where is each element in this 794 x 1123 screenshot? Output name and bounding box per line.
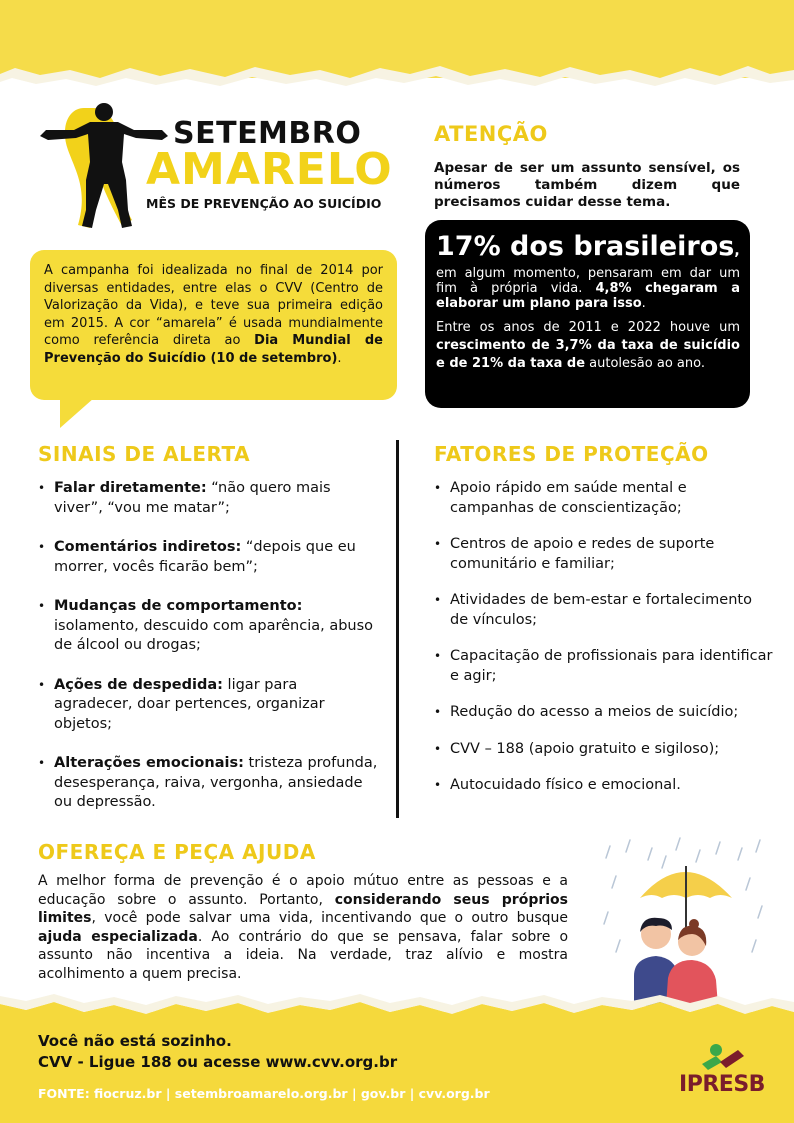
campaign-info-bubble bbox=[30, 250, 397, 400]
setembro-amarelo-logo bbox=[38, 100, 398, 235]
fatores-list bbox=[434, 479, 774, 813]
stat-sub-bold: 4,8% chegaram a elaborar um plano para isso bbox=[436, 281, 740, 311]
list-item bbox=[38, 538, 378, 577]
list-item: • Redução do acesso a meios de suicídio; bbox=[434, 703, 774, 723]
list-item bbox=[38, 479, 378, 518]
statistics-box bbox=[425, 220, 750, 408]
ipresb-mark-icon bbox=[672, 1040, 772, 1074]
sinal-label: Comentários indiretos: bbox=[54, 539, 242, 555]
column-divider bbox=[396, 440, 399, 818]
ofereca-b1: considerando seus próprios limites bbox=[38, 891, 568, 926]
list-item: • Apoio rápido em saúde mental e campanhas de conscientização; bbox=[434, 479, 774, 518]
stat-growth-bold: crescimento de 3,7% da taxa de suicídio e de 21% da taxa de bbox=[436, 338, 740, 371]
sinal-text: “depois que eu morrer, vocês ficarão bem”; bbox=[54, 539, 356, 575]
sinal-text: ligar para agradecer, doar pertences, organizar objetos; bbox=[54, 676, 325, 732]
logo-subtitle: MÊS DE PREVENÇÃO AO SUICÍDIO bbox=[146, 196, 382, 211]
ipresb-brand: IPRESB bbox=[679, 1072, 765, 1097]
stat-growth-start: Entre os anos de 2011 e 2022 houve um bbox=[436, 320, 740, 335]
ipresb-logo bbox=[672, 1040, 772, 1104]
footer-cvv-contact: CVV - Ligue 188 ou acesse www.cvv.org.br bbox=[38, 1053, 398, 1071]
sinais-list bbox=[38, 479, 378, 833]
sinal-text: isolamento, descuido com aparência, abuso de álcool ou drogas; bbox=[54, 617, 374, 653]
list-item: • CVV – 188 (apoio gratuito e sigiloso); bbox=[434, 740, 774, 760]
sinal-label: Falar diretamente: bbox=[54, 480, 207, 496]
ofereca-t1: A melhor forma de prevenção é o apoio mútuo entre as pessoas e a educação sobre o assunto. Portanto, bbox=[38, 873, 568, 908]
footer-not-alone: Você não está sozinho. bbox=[38, 1032, 232, 1050]
list-item: • Autocuidado físico e emocional. bbox=[434, 776, 774, 796]
bubble-text: A campanha foi idealizada no final de 2014 por diversas entidades, entre elas o CVV (Centro de Valorização da Vida), e teve sua primeira edição em 2015. A cor “amarela” é usada mundialmente como referência direta ao bbox=[44, 263, 383, 348]
umbrella-couple-illustration bbox=[600, 836, 770, 1006]
bubble-tail bbox=[60, 398, 94, 428]
sinal-text: tristeza profunda, desesperança, raiva, vergonha, ansiedade ou depressão. bbox=[54, 755, 378, 810]
logo-setembro: SETEMBRO bbox=[173, 116, 362, 151]
atencao-text: Apesar de ser um assunto sensível, os números também dizem que precisamos cuidar desse tema. bbox=[434, 160, 740, 210]
fatores-title: FATORES DE PROTEÇÃO bbox=[434, 442, 709, 466]
ofereca-t2: , você pode salvar uma vida, incentivando que o outro busque bbox=[91, 910, 568, 926]
sinal-text: “não quero mais viver”, “vou me matar”; bbox=[54, 480, 331, 516]
stat-growth-end: autolesão ao ano. bbox=[585, 356, 705, 371]
ofereca-text bbox=[38, 872, 568, 983]
list-item bbox=[38, 676, 378, 735]
sinal-label: Mudanças de comportamento: bbox=[54, 598, 303, 614]
torn-paper-edge-top bbox=[0, 48, 794, 88]
bubble-end: . bbox=[337, 350, 342, 366]
list-item bbox=[38, 597, 378, 656]
sinal-label: Alterações emocionais: bbox=[54, 755, 244, 771]
ofereca-title: OFEREÇA E PEÇA AJUDA bbox=[38, 840, 316, 864]
sinais-title: SINAIS DE ALERTA bbox=[38, 442, 251, 466]
list-item: • Centros de apoio e redes de suporte comunitário e familiar; bbox=[434, 535, 774, 574]
sinal-label: Ações de despedida: bbox=[54, 676, 223, 693]
list-item: • Atividades de bem-estar e fortalecimento de vínculos; bbox=[434, 591, 774, 630]
atencao-title: ATENÇÃO bbox=[434, 122, 548, 146]
list-item bbox=[38, 754, 378, 813]
torn-paper-edge-bottom bbox=[0, 992, 794, 1032]
list-item: • Capacitação de profissionais para identificar e agir; bbox=[434, 647, 774, 686]
ofereca-b2: ajuda especializada bbox=[38, 928, 198, 945]
stat-subtext bbox=[436, 266, 740, 311]
stat-growth bbox=[436, 319, 740, 373]
stat-sub-text: em algum momento, pensaram em dar um fim à própria vida. bbox=[436, 266, 740, 296]
stat-headline-comma: , bbox=[734, 243, 740, 259]
logo-amarelo: AMARELO bbox=[146, 144, 393, 195]
stat-headline bbox=[436, 232, 740, 266]
bubble-bold: Dia Mundial de Prevenção do Suicídio (10 de setembro) bbox=[44, 333, 383, 366]
stat-headline-text: 17% dos brasileiros bbox=[436, 231, 735, 262]
ofereca-t3: . Ao contrário do que se pensava, falar sobre o assunto não incentiva a ideia. Na verdade, traz alívio e mostra acolhimento a quem precisa. bbox=[38, 928, 569, 982]
footer-sources: FONTE: fiocruz.br | setembroamarelo.org.br | gov.br | cvv.org.br bbox=[38, 1086, 490, 1101]
stat-sub-end: . bbox=[641, 296, 646, 311]
